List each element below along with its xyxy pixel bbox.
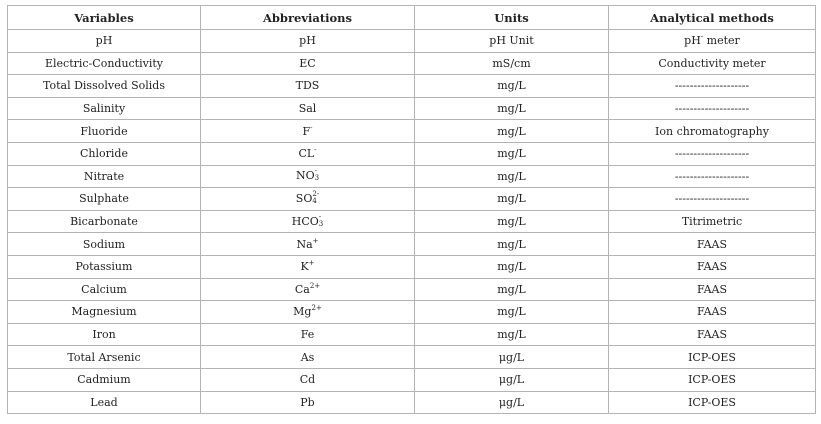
- method-text: Ion chromatography: [655, 124, 769, 138]
- method-text: Conductivity meter: [658, 56, 766, 70]
- method-cell: [609, 346, 816, 369]
- unit-cell: mg/L: [415, 255, 609, 278]
- method-cell: [609, 142, 816, 165]
- table-header-row: [8, 6, 816, 30]
- analytical-methods-table: [7, 5, 816, 414]
- method-text: ICP-OES: [688, 395, 736, 409]
- abbreviation-cell: [201, 142, 415, 165]
- table-row: [8, 368, 816, 391]
- abbreviation-cell: [201, 391, 415, 414]
- variable-cell: Fluoride: [8, 120, 201, 143]
- variable-cell: Total Arsenic: [8, 346, 201, 369]
- method-cell: [609, 120, 816, 143]
- atom-count: 3: [318, 219, 324, 228]
- abbreviation-symbol: HCO: [291, 214, 319, 228]
- unit-cell: mg/L: [415, 210, 609, 233]
- atom-count: 3: [314, 174, 320, 183]
- ion-charge: -: [310, 123, 313, 132]
- unit-cell: mg/L: [415, 278, 609, 301]
- method-cell: [609, 323, 816, 346]
- method-cell: [609, 233, 816, 256]
- header-variables: Variables: [8, 6, 201, 30]
- ion-charge: -: [314, 167, 317, 176]
- abbreviation-cell: [201, 188, 415, 211]
- variable-cell: Lead: [8, 391, 201, 414]
- method-text: --------------------: [674, 79, 750, 93]
- abbreviation-symbol: As: [300, 350, 315, 364]
- abbreviation-symbol: Ca: [294, 282, 310, 296]
- table-row: [8, 188, 816, 211]
- abbreviation-symbol: Sal: [298, 102, 317, 116]
- method-cell: [609, 97, 816, 120]
- table-row: [8, 301, 816, 324]
- abbreviation-cell: [201, 75, 415, 98]
- abbreviation-cell: [201, 233, 415, 256]
- table-row: [8, 391, 816, 414]
- abbreviation-cell: [201, 368, 415, 391]
- table-row: [8, 120, 816, 143]
- unit-cell: mg/L: [415, 165, 609, 188]
- abbreviation-cell: [201, 323, 415, 346]
- method-cell: [609, 255, 816, 278]
- method-cell: [609, 210, 816, 233]
- table-container: [7, 5, 815, 414]
- table-row: [8, 323, 816, 346]
- method-text: FAAS: [696, 282, 728, 296]
- table-row: [8, 75, 816, 98]
- method-superscript: -: [700, 33, 704, 42]
- unit-cell: pH Unit: [415, 30, 609, 53]
- variable-cell: Electric-Conductivity: [8, 52, 201, 75]
- unit-cell: mg/L: [415, 120, 609, 143]
- abbreviation-cell: [201, 165, 415, 188]
- method-cell: [609, 30, 816, 53]
- method-text: ICP-OES: [688, 373, 736, 387]
- table-row: [8, 233, 816, 256]
- abbreviation-symbol: Pb: [300, 395, 315, 409]
- table-row: [8, 255, 816, 278]
- method-cell: [609, 52, 816, 75]
- method-text: --------------------: [674, 169, 750, 183]
- table-row: [8, 97, 816, 120]
- table-row: [8, 210, 816, 233]
- abbreviation-symbol: SO: [295, 191, 313, 205]
- abbreviation-symbol: TDS: [295, 79, 320, 93]
- variable-cell: Iron: [8, 323, 201, 346]
- method-text: pH: [684, 34, 701, 48]
- ion-charge: +: [312, 236, 319, 245]
- abbreviation-symbol: F: [302, 124, 311, 138]
- abbreviation-symbol: CL: [298, 147, 315, 161]
- table-row: [8, 165, 816, 188]
- unit-cell: mg/L: [415, 97, 609, 120]
- variable-cell: Bicarbonate: [8, 210, 201, 233]
- method-cell: [609, 188, 816, 211]
- unit-cell: μg/L: [415, 368, 609, 391]
- variable-cell: Magnesium: [8, 301, 201, 324]
- abbreviation-symbol: pH: [299, 34, 316, 48]
- table-row: [8, 142, 816, 165]
- variable-cell: Nitrate: [8, 165, 201, 188]
- unit-cell: mg/L: [415, 142, 609, 165]
- variable-cell: Salinity: [8, 97, 201, 120]
- unit-cell: mg/L: [415, 323, 609, 346]
- abbreviation-symbol: Na: [296, 237, 313, 251]
- variable-cell: Sulphate: [8, 188, 201, 211]
- abbreviation-cell: [201, 120, 415, 143]
- header-analytical-methods: Analytical methods: [609, 6, 816, 30]
- abbreviation-symbol: EC: [299, 56, 316, 70]
- unit-cell: mg/L: [415, 301, 609, 324]
- variable-cell: Calcium: [8, 278, 201, 301]
- method-text: --------------------: [674, 147, 750, 161]
- method-text: --------------------: [674, 192, 750, 206]
- abbreviation-cell: [201, 255, 415, 278]
- method-text-suffix: meter: [703, 34, 740, 48]
- table-row: [8, 52, 816, 75]
- method-text: ICP-OES: [688, 350, 736, 364]
- unit-cell: mg/L: [415, 75, 609, 98]
- method-cell: [609, 301, 816, 324]
- abbreviation-cell: [201, 301, 415, 324]
- abbreviation-cell: [201, 278, 415, 301]
- variable-cell: Potassium: [8, 255, 201, 278]
- abbreviation-cell: [201, 210, 415, 233]
- ion-charge: -: [318, 212, 322, 221]
- ion-charge: 2-: [312, 189, 320, 198]
- ion-charge: 2+: [311, 304, 322, 313]
- abbreviation-symbol: K: [300, 260, 309, 274]
- method-text: FAAS: [696, 260, 728, 274]
- variable-cell: Cadmium: [8, 368, 201, 391]
- unit-cell: mg/L: [415, 233, 609, 256]
- method-cell: [609, 278, 816, 301]
- method-text: FAAS: [696, 305, 728, 319]
- ion-charge-stack: [315, 168, 319, 182]
- ion-charge: +: [308, 259, 315, 268]
- table-row: [8, 278, 816, 301]
- unit-cell: μg/L: [415, 391, 609, 414]
- method-cell: [609, 165, 816, 188]
- variable-cell: Sodium: [8, 233, 201, 256]
- abbreviation-cell: [201, 30, 415, 53]
- table-row: [8, 30, 816, 53]
- abbreviation-cell: [201, 52, 415, 75]
- method-cell: [609, 368, 816, 391]
- method-text: --------------------: [674, 102, 750, 116]
- unit-cell: μg/L: [415, 346, 609, 369]
- abbreviation-symbol: Cd: [299, 373, 316, 387]
- variable-cell: Chloride: [8, 142, 201, 165]
- method-text: FAAS: [696, 328, 728, 342]
- ion-charge: -: [314, 146, 317, 155]
- unit-cell: mS/cm: [415, 52, 609, 75]
- variable-cell: pH: [8, 30, 201, 53]
- abbreviation-symbol: NO: [295, 169, 315, 183]
- variable-cell: Total Dissolved Solids: [8, 75, 201, 98]
- table-body: [8, 30, 816, 414]
- abbreviation-symbol: Fe: [300, 328, 315, 342]
- table-row: [8, 346, 816, 369]
- method-cell: [609, 75, 816, 98]
- ion-charge-stack: [312, 191, 319, 205]
- abbreviation-cell: [201, 97, 415, 120]
- abbreviation-symbol: Mg: [293, 305, 312, 319]
- ion-charge-stack: [319, 214, 323, 228]
- method-text: FAAS: [696, 237, 728, 251]
- atom-count: 4: [312, 196, 317, 205]
- unit-cell: mg/L: [415, 188, 609, 211]
- header-units: Units: [415, 6, 609, 30]
- header-abbreviations: Abbreviations: [201, 6, 415, 30]
- ion-charge: 2+: [309, 281, 321, 290]
- abbreviation-cell: [201, 346, 415, 369]
- method-cell: [609, 391, 816, 414]
- method-text: Titrimetric: [681, 215, 743, 229]
